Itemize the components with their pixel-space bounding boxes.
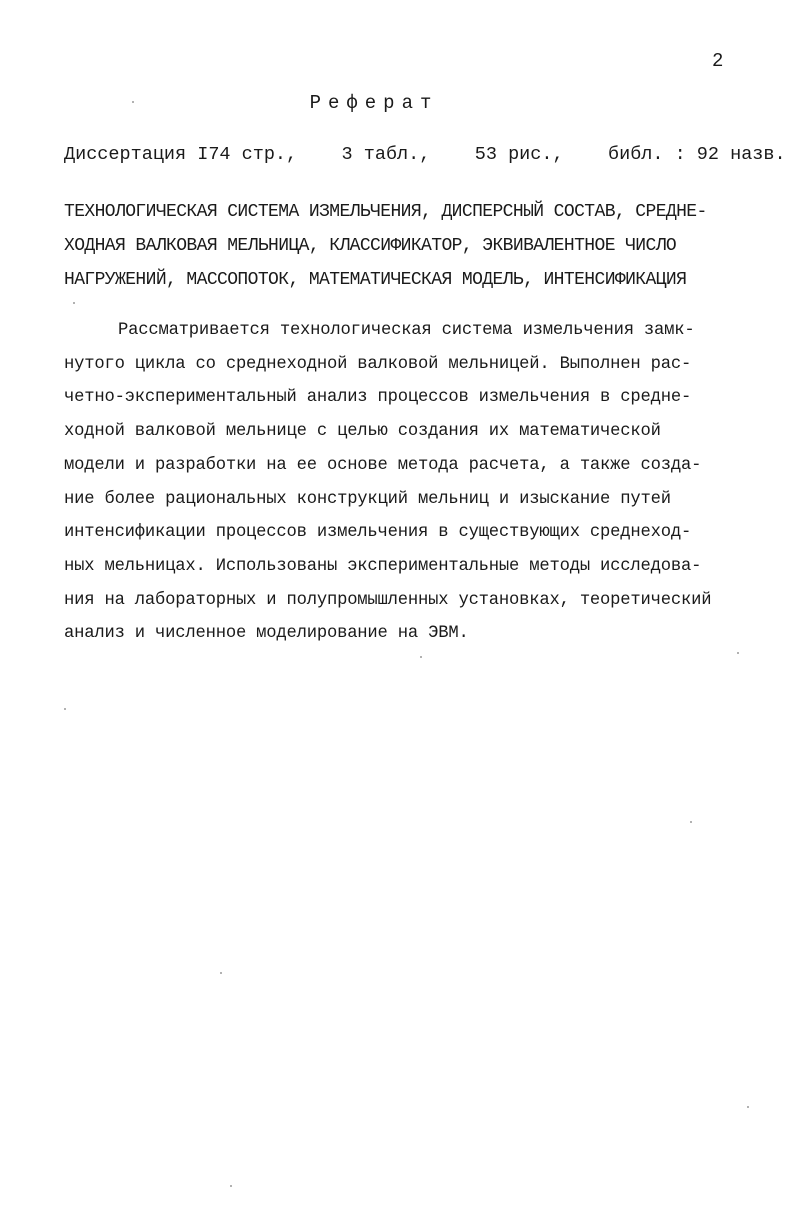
abstract-line: анализ и численное моделирование на ЭВМ.	[64, 624, 469, 644]
keywords-line: ХОДНАЯ ВАЛКОВАЯ МЕЛЬНИЦА, КЛАССИФИКАТОР, ЭКВИВАЛЕНТНОЕ ЧИСЛО	[64, 236, 677, 256]
keywords-block	[64, 195, 734, 297]
keywords-line: НАГРУЖЕНИЙ, МАССОПОТОК, МАТЕМАТИЧЕСКАЯ МОДЕЛЬ, ИНТЕНСИФИКАЦИЯ	[64, 270, 687, 290]
scan-speck	[220, 972, 222, 974]
dissertation-stats: Диссертация I74 стр., 3 табл., 53 рис., библ. : 92 назв.	[64, 144, 786, 165]
scan-speck	[64, 708, 66, 710]
page-title: Реферат	[309, 92, 439, 114]
abstract-line: модели и разработки на ее основе метода расчета, а также созда-	[64, 455, 702, 475]
scan-speck	[747, 1106, 749, 1108]
abstract-line: ходной валковой мельнице с целью создания их математической	[64, 422, 661, 442]
abstract-line: Рассматривается технологическая система измельчения замк-	[118, 321, 695, 340]
scan-speck	[73, 302, 75, 304]
abstract-line: нутого цикла со среднеходной валковой мельницей. Выполнен рас-	[64, 354, 692, 374]
abstract-line: ных мельницах. Использованы экспериментальные методы исследова-	[64, 556, 702, 576]
page-number: 2	[712, 50, 724, 72]
scan-speck	[420, 656, 422, 658]
abstract-line: четно-экспериментальный анализ процессов измельчения в средне-	[64, 388, 692, 408]
scan-speck	[230, 1185, 232, 1187]
abstract-line: интенсификации процессов измельчения в существующих среднеход-	[64, 523, 692, 543]
keywords-line: ТЕХНОЛОГИЧЕСКАЯ СИСТЕМА ИЗМЕЛЬЧЕНИЯ, ДИСПЕРСНЫЙ СОСТАВ, СРЕДНЕ-	[64, 202, 707, 222]
abstract-line: ние более рациональных конструкций мельниц и изыскание путей	[64, 489, 671, 509]
abstract-line: ния на лабораторных и полупромышленных установках, теоретический	[64, 590, 712, 610]
abstract-paragraph	[64, 314, 744, 651]
scan-speck	[132, 101, 134, 103]
scan-speck	[737, 652, 739, 654]
scan-speck	[690, 821, 692, 823]
